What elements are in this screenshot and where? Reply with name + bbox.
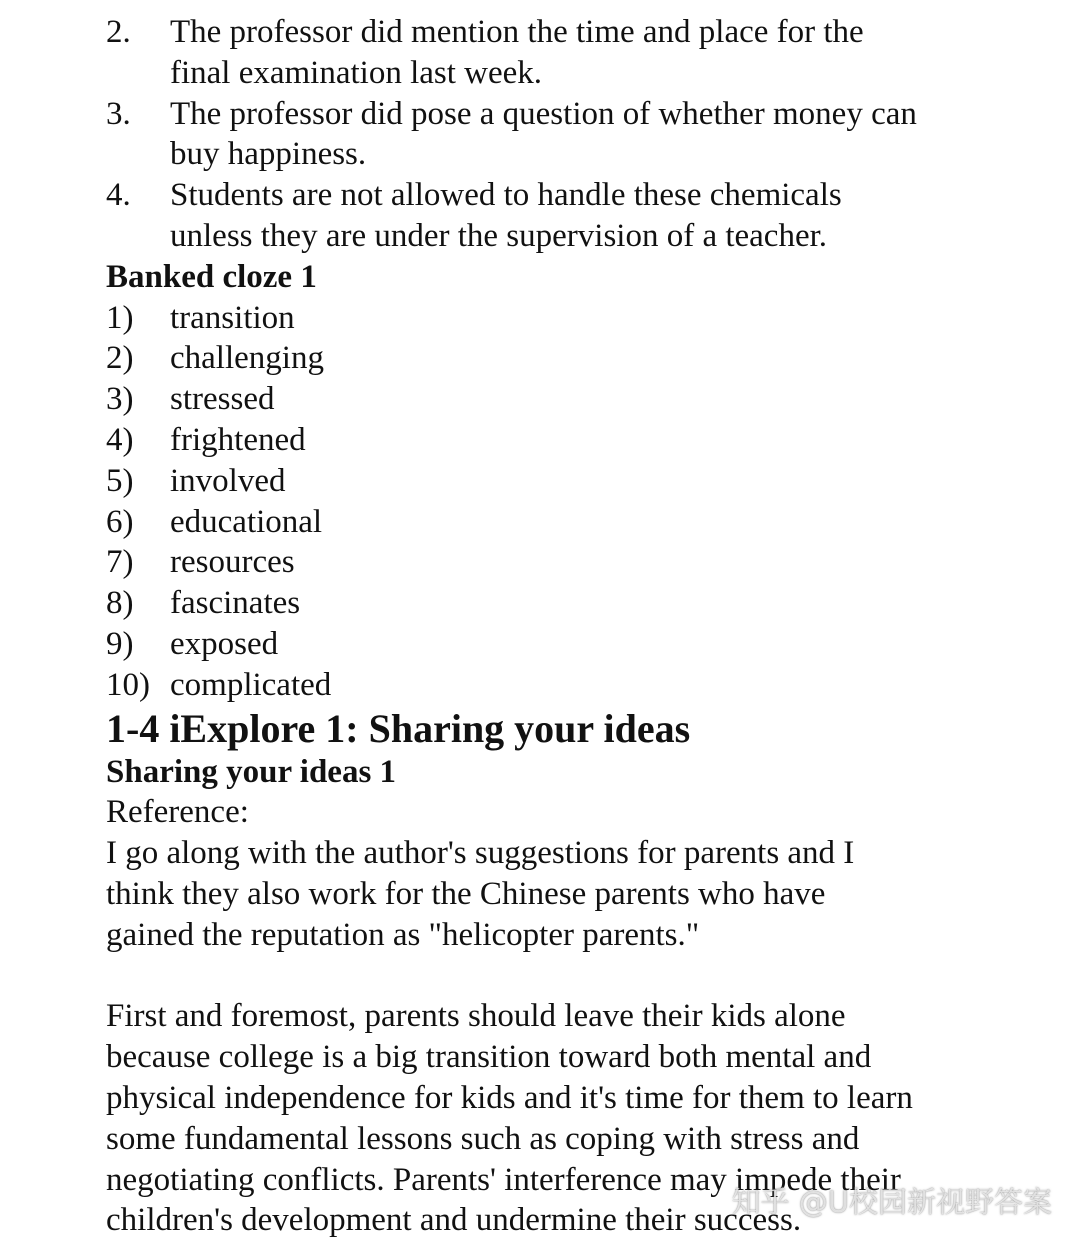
list-item xyxy=(106,624,1006,665)
document-page xyxy=(106,12,1006,1241)
item-number: 5) xyxy=(106,462,134,499)
sentence-continuation: buy happiness. xyxy=(170,136,367,173)
paragraph-line: gained the reputation as "helicopter parents." xyxy=(106,916,700,953)
sentence-item xyxy=(106,94,1006,176)
paragraph xyxy=(106,833,1006,955)
list-item xyxy=(106,502,1006,543)
paragraph-line: think they also work for the Chinese parents who have xyxy=(106,875,826,912)
item-word: challenging xyxy=(170,340,324,377)
sentence-continuation: unless they are under the supervision of a teacher. xyxy=(170,217,828,254)
item-word: exposed xyxy=(170,625,279,662)
list-item xyxy=(106,420,1006,461)
sentence-text: Students are not allowed to handle these chemicals xyxy=(170,177,842,214)
section-title: 1-4 iExplore 1: Sharing your ideas xyxy=(106,705,691,751)
paragraph-line: children's development and undermine their success. xyxy=(106,1202,802,1239)
sentence-number: 4. xyxy=(106,177,131,214)
paragraph-line: First and foremost, parents should leave their kids alone xyxy=(106,998,846,1035)
item-word: resources xyxy=(170,544,295,581)
item-word: involved xyxy=(170,462,286,499)
list-item xyxy=(106,542,1006,583)
item-number: 6) xyxy=(106,503,134,540)
reference-label: Reference: xyxy=(106,794,249,831)
sentence-text: The professor did mention the time and place for the xyxy=(170,14,864,50)
item-word: fascinates xyxy=(170,585,301,622)
item-number: 1) xyxy=(106,299,134,336)
item-number: 7) xyxy=(106,544,134,581)
paragraph-line: I go along with the author's suggestions for parents and I xyxy=(106,835,855,872)
paragraph-spacer xyxy=(106,956,1006,997)
list-item xyxy=(106,379,1006,420)
sentence-continuation: final examination last week. xyxy=(170,54,543,91)
item-word: educational xyxy=(170,503,323,540)
list-item xyxy=(106,665,1006,706)
item-word: frightened xyxy=(170,421,306,458)
list-item xyxy=(106,583,1006,624)
banked-cloze-list xyxy=(106,298,1006,706)
sentence-text: The professor did pose a question of whether money can xyxy=(170,95,917,132)
paragraph xyxy=(106,996,1006,1241)
item-number: 10) xyxy=(106,666,150,703)
item-number: 9) xyxy=(106,625,134,662)
item-word: transition xyxy=(170,299,295,336)
list-item xyxy=(106,298,1006,339)
sentence-item xyxy=(106,12,1006,94)
item-number: 2) xyxy=(106,340,134,377)
item-word: complicated xyxy=(170,666,332,703)
banked-cloze-heading: Banked cloze 1 xyxy=(106,258,317,295)
sentence-item xyxy=(106,175,1006,257)
section-subtitle: Sharing your ideas 1 xyxy=(106,753,397,790)
paragraph-line: negotiating conflicts. Parents' interference may impede their xyxy=(106,1161,901,1198)
sentence-number: 2. xyxy=(106,14,131,50)
item-number: 4) xyxy=(106,421,134,458)
sentence-number: 3. xyxy=(106,95,131,132)
item-word: stressed xyxy=(170,381,275,418)
item-number: 3) xyxy=(106,381,134,418)
watermark: 知乎 @U校园新视野答案 xyxy=(731,1185,1052,1219)
list-item xyxy=(106,461,1006,502)
paragraph-line: because college is a big transition toward both mental and xyxy=(106,1039,872,1076)
list-item xyxy=(106,338,1006,379)
item-number: 8) xyxy=(106,585,134,622)
paragraph-line: some fundamental lessons such as coping with stress and xyxy=(106,1120,860,1157)
paragraph-line: physical independence for kids and it's time for them to learn xyxy=(106,1079,913,1116)
